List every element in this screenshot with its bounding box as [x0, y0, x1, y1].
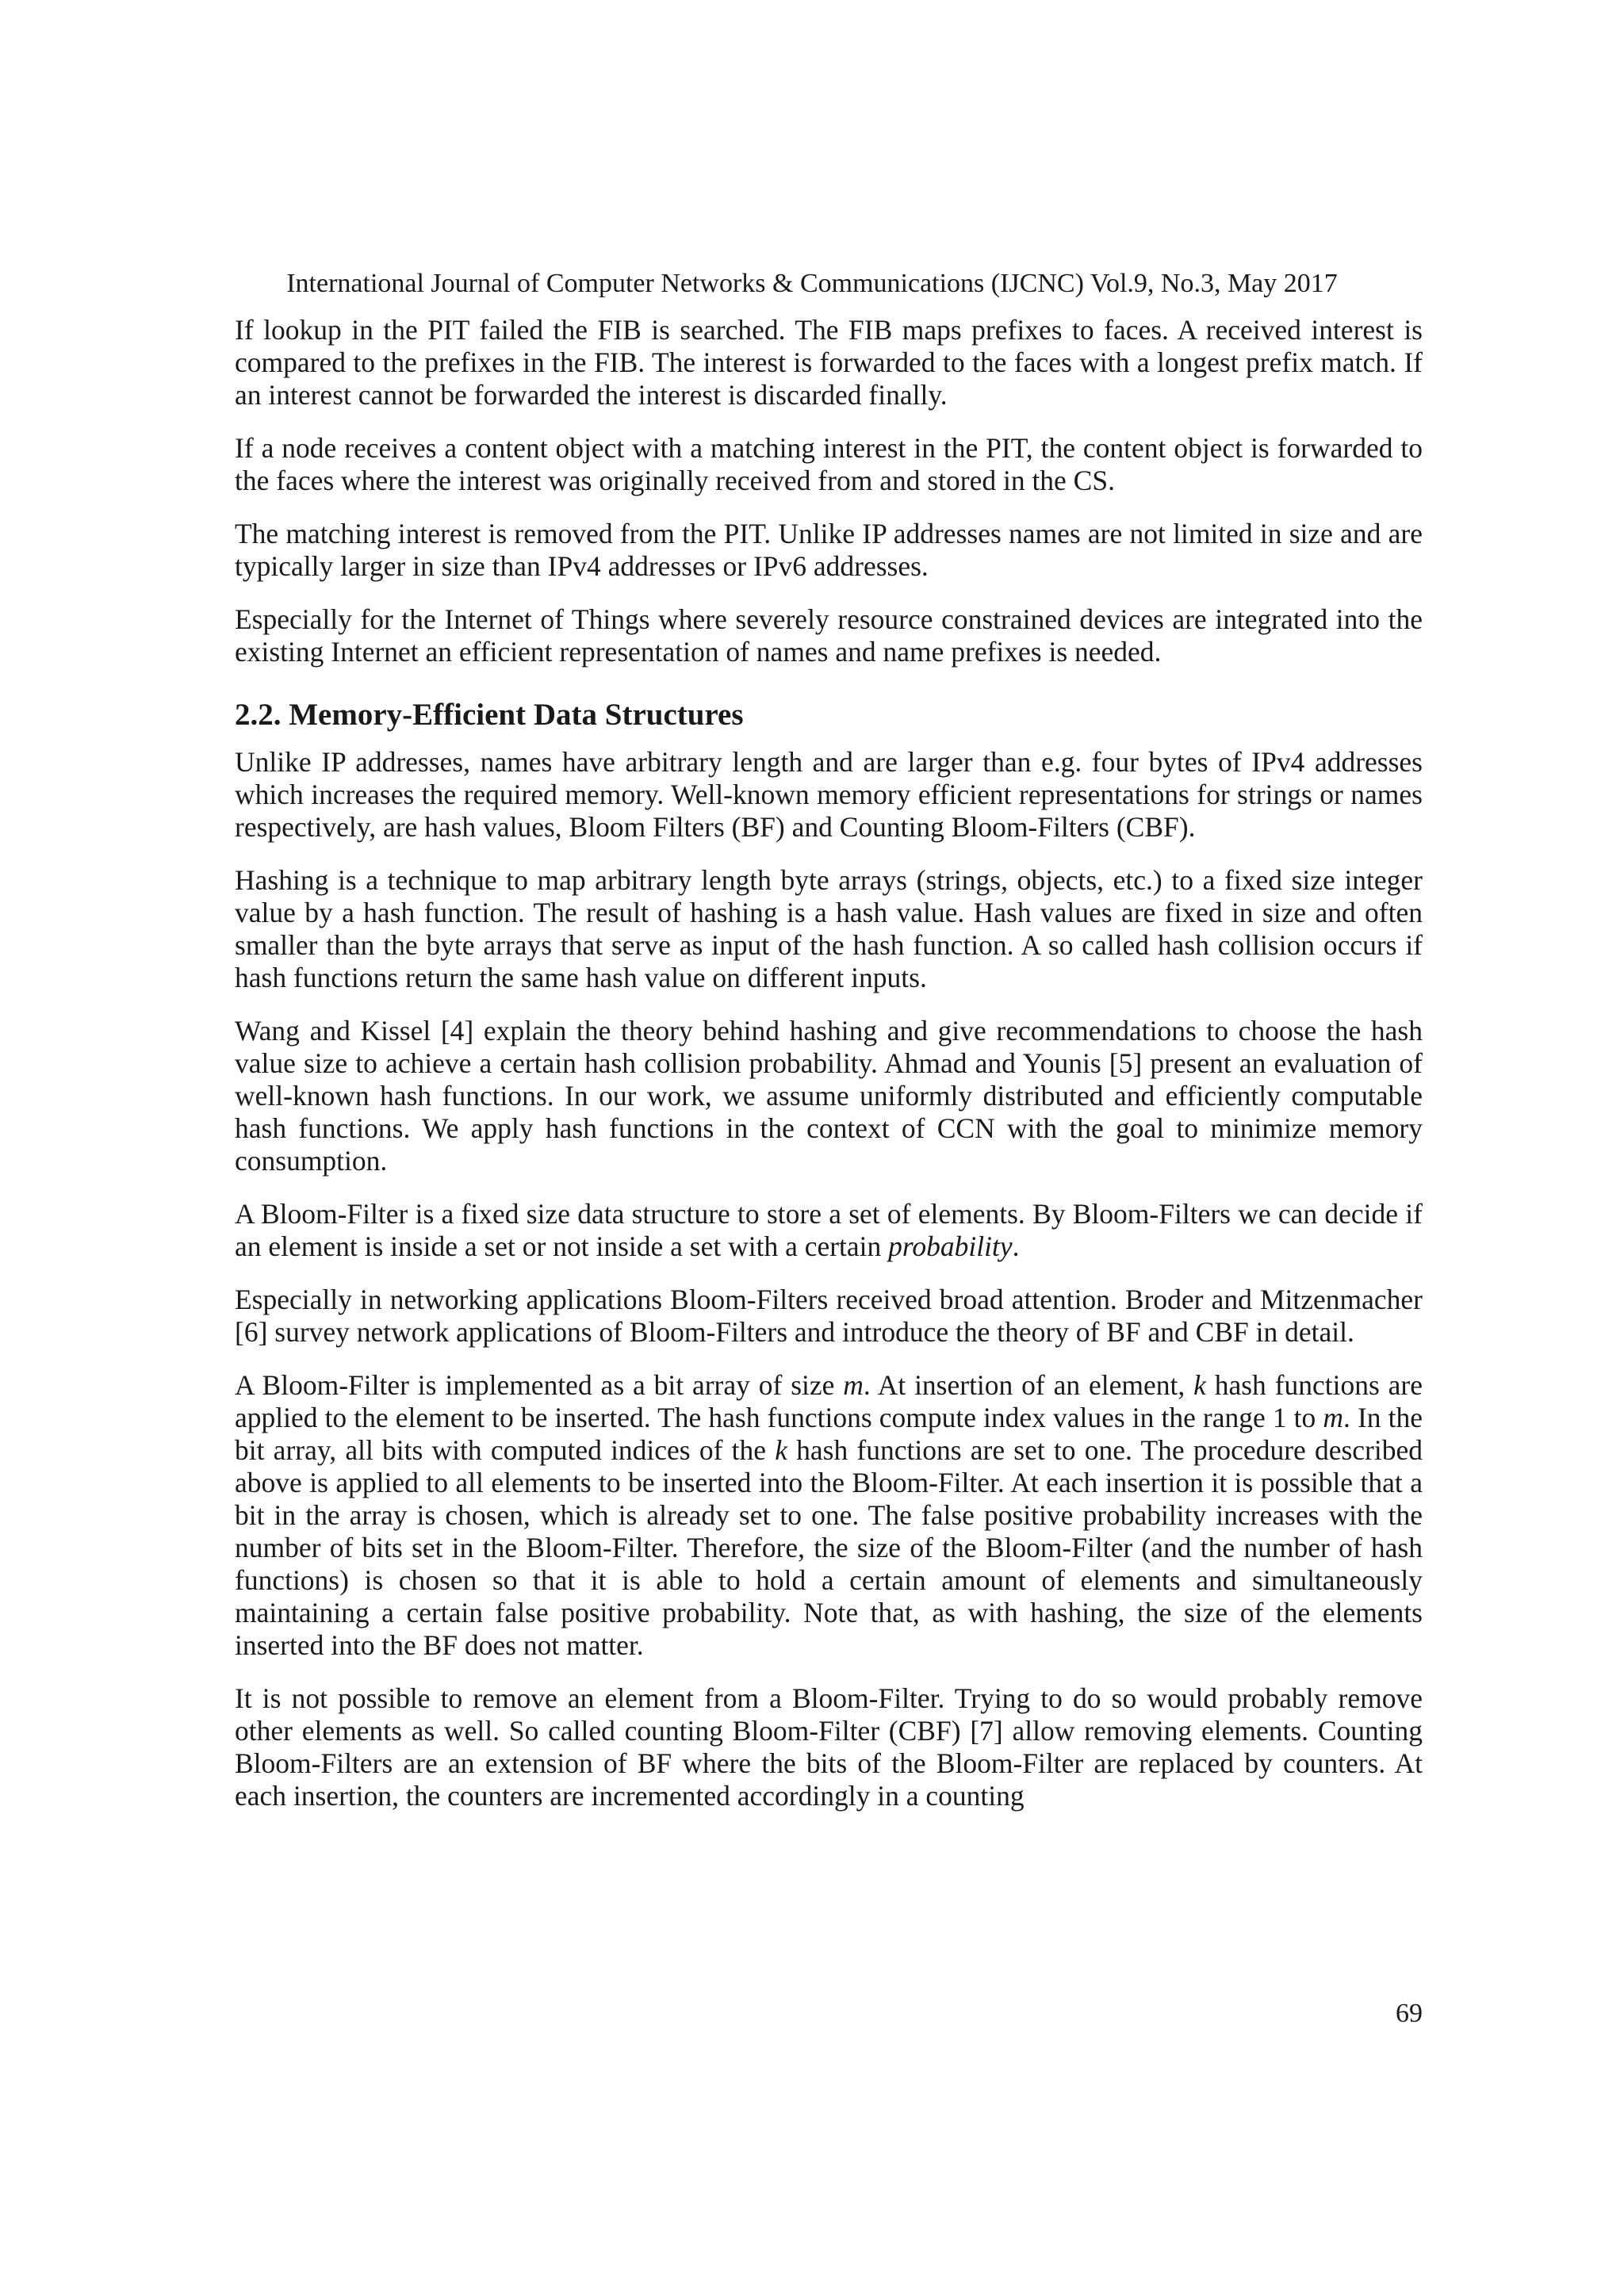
bf-impl-text-5: hash functions are set to one. The procedure described above is applied to all elements to be inserted into the Bloom-Filter. At each insertion it is possible that a bit in the array is chosen, which is already set to one. The false positive probability increases with the number of bits set in the Bloom-Filter. Therefore, the size of the Bloom-Filter (and the number of hash functions) is chosen so that it is able to hold a certain amount of elements and simultaneously maintaining a certain false positive probability. Note that, as with hashing, the size of the elements inserted into the BF does not matter.	[235, 1434, 1423, 1661]
body-text	[235, 314, 1423, 1833]
paragraph-counting-bloom-filter: It is not possible to remove an element from a Bloom-Filter. Trying to do so would probably remove other elements as well. So called counting Bloom-Filter (CBF) [7] allow removing elements. Counting Bloom-Filters are an extension of BF where the bits of the Bloom-Filter are replaced by counters. At each insertion, the counters are incremented accordingly in a counting	[235, 1682, 1423, 1812]
bf-definition-text: A Bloom-Filter is a fixed size data structure to store a set of elements. By Bloom-Filters we can decide if an element is inside a set or not inside a set with a certain	[235, 1198, 1423, 1262]
paragraph-networking-applications: Especially in networking applications Bloom-Filters received broad attention. Broder and Mitzenmacher [6] survey network applications of Bloom-Filters and introduce the theory of BF and CBF in detail.	[235, 1284, 1423, 1348]
paragraph-bloom-filter-definition	[235, 1198, 1423, 1263]
paragraph-fib-lookup: If lookup in the PIT failed the FIB is searched. The FIB maps prefixes to faces. A received interest is compared to the prefixes in the FIB. The interest is forwarded to the faces with a longest prefix match. If an interest cannot be forwarded the interest is discarded finally.	[235, 314, 1423, 411]
bf-impl-text-4: . In the bit array, all bits with computed indices of the	[235, 1402, 1423, 1466]
paragraph-hashing: Hashing is a technique to map arbitrary length byte arrays (strings, objects, etc.) to a fixed size integer value by a hash function. The result of hashing is a hash value. Hash values are fixed in size and often smaller than the byte arrays that serve as input of the hash function. A so called hash collision occurs if hash functions return the same hash value on different inputs.	[235, 864, 1423, 993]
section-heading: 2.2. Memory-Efficient Data Structures	[235, 698, 744, 732]
bf-impl-text-2: . At insertion of an element,	[863, 1369, 1194, 1401]
page-number: 69	[1396, 1999, 1423, 2028]
paragraph-iot-names: Especially for the Internet of Things where severely resource constrained devices are integrated into the existing Internet an efficient representation of names and name prefixes is needed.	[235, 603, 1423, 668]
bf-impl-text-3: hash functions are applied to the element to be inserted. The hash functions compute index values in the range 1 to	[235, 1369, 1423, 1433]
math-variable-k-count: k	[775, 1434, 787, 1466]
math-variable-k: k	[1193, 1369, 1206, 1401]
paragraph-hash-references: Wang and Kissel [4] explain the theory behind hashing and give recommendations to choose the hash value size to achieve a certain hash collision probability. Ahmad and Younis [5] present an evaluation of well-known hash functions. In our work, we assume uniformly distributed and efficiently computable hash functions. We apply hash functions in the context of CCN with the goal to minimize memory consumption.	[235, 1015, 1423, 1177]
running-header: International Journal of Computer Networks & Communications (IJCNC) Vol.9, No.3, May 2017	[286, 269, 1338, 298]
bf-impl-text-1: A Bloom-Filter is implemented as a bit array of size	[235, 1369, 844, 1401]
paragraph-bloom-filter-implementation	[235, 1369, 1423, 1662]
bf-definition-end: .	[1012, 1230, 1020, 1262]
math-variable-m: m	[843, 1369, 864, 1401]
paragraph-content-object: If a node receives a content object with a matching interest in the PIT, the content object is forwarded to the faces where the interest was originally received from and stored in the CS.	[235, 432, 1423, 496]
paragraph-pit-removal: The matching interest is removed from the PIT. Unlike IP addresses names are not limited in size and are typically larger in size than IPv4 addresses or IPv6 addresses.	[235, 518, 1423, 582]
paragraph-name-memory: Unlike IP addresses, names have arbitrary length and are larger than e.g. four bytes of IPv4 addresses which increases the required memory. Well-known memory efficient representations for strings or names respectively, are hash values, Bloom Filters (BF) and Counting Bloom-Filters (CBF).	[235, 746, 1423, 843]
probability-emphasis: probability	[888, 1230, 1013, 1262]
math-variable-m-range: m	[1323, 1402, 1343, 1433]
